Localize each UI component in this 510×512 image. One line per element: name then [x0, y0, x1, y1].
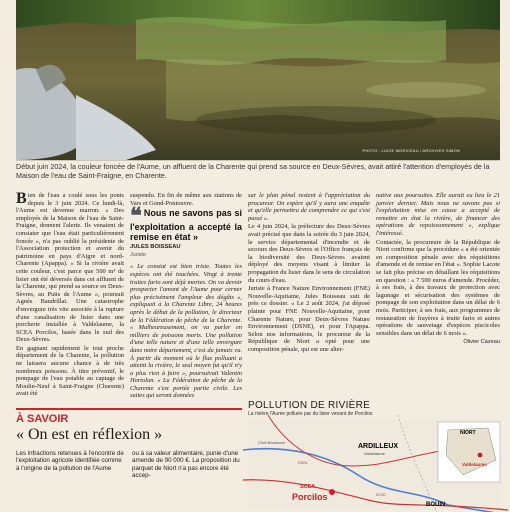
- col3-text-2: Le 4 juin 2024, la préfecture des Deux-Sèvres avait précisé que dans la soirée du 3 juin 2024, le service départemental d'incendie et de secours des Deux-Sèvres et l'Office français de la biodiversité des Deux-Sèvres avaient déployé des moyens visant à limiter la propagation du lisier dans le sens de circulation du cours d'eau.: [248, 223, 370, 284]
- porcilos-marker-icon: [329, 489, 335, 495]
- a-savoir-text-left: Les infractions retenues à l'encontre de l'exploitation agricole identifiée comme à l'origine de la pollution de l'Aume: [16, 450, 124, 472]
- a-savoir-label: À SAVOIR: [16, 413, 69, 425]
- label-niort: NIORT: [460, 430, 476, 436]
- pollution-map: [248, 400, 500, 510]
- label-bouin: BOUIN: [426, 502, 446, 508]
- label-chef-boutonne: Chef-Boutonne: [258, 440, 285, 445]
- author-signature: Olivier Cazeau: [463, 339, 500, 346]
- col1-text-2: En gagnant rapidement le tout proche département de la Charente, la pollution ne laissera aucune chance à de très nombreux poissons. À titre préventif, le pompage de l'eau potable au captage de Moulin-Neuf à Saint-Fraigne (Charente) avait été: [16, 344, 124, 398]
- a-savoir-box: [16, 408, 242, 512]
- label-road-d301: D301: [298, 460, 308, 465]
- photo-credit: PHOTO : LUCIE MORICEAU / ARCHIVES SIMON: [362, 148, 460, 153]
- label-ardilleux-sub: Valdelaume: [364, 451, 385, 456]
- label-ardilleux: ARDILLEUX: [358, 443, 399, 450]
- label-road-d740: D740: [376, 492, 386, 497]
- col4-text-1: native aux poursuites. Elle aurait eu lieu le 21 janvier dernier. Mais nous ne savons pas si l'exploitation mise en cause a accepté de remettre en état la rivière, de financer des opérations de repoissonnement », explique l'intéressé.: [376, 192, 500, 237]
- col4-text-2: Contactée, la procureure de la République de Niort confirme que la procédure « a été orientée en composition pénale avec des réquisitions d'amende et de remise en l'état ». Sophie Lacote se fait plus précise en détaillant les réquisitions en question : « 7 500 euros d'amende. Procéder, à ses frais, à des travaux de protection avec lagunage et sécurisation des systèmes de pompage de son exploitation dans un délai de 6 mois. Participer, à ses frais, aux programmes de restauration de frayères à truite fario et autres opérations de sauvetage d'espèces piscicoles sensibles dans un délai de 6 mois ».: [376, 238, 500, 337]
- a-savoir-text-right: ou à sa valeur alimentaire, punie d'une amende de 90 000 €. La proposition du parquet de Niort n'a pas encore été accep-: [132, 450, 240, 480]
- map-title: POLLUTION DE RIVIÈRE: [248, 400, 371, 411]
- label-scea: SCEA: [300, 484, 316, 490]
- a-savoir-title: « On est en réflexion »: [16, 426, 163, 443]
- valdelaume-marker-icon: [478, 453, 483, 458]
- drop-cap: B: [16, 190, 27, 207]
- label-porcilos: Porcilos: [292, 492, 328, 502]
- col2-text-1: suspendu. En fin de même aux stations de Vars et Gond-Pontouvre.: [130, 192, 242, 207]
- col2-text-2: « Le constat est bien triste. Toutes les espèces ont été touchées. Vingt à trente truites fario sont déjà mortes. On va devoir prospecter l'amont de l'Aume pour cerner plus précisément l'ampleur des dégâts », expliquait à la Charente Libre, 24 heures après le début de la pollution, le directeur de la Fédération de pêche de la Charente. « Malheureusement, on va parler en milliers de poissons morts. Une pollution d'une telle nature et d'une telle envergure dans notre département, c'est du jamais vu. À partir du moment où le flux polluant a atteint la rivière, le seul moyen fut qu'il n'y a plus rien à faire », poursuivait Valentin Hortolan. « La Fédération de pêche de la Charente s'est portée partie civile. Les suites qui seront données: [130, 263, 242, 400]
- boundary-line: [398, 415, 438, 512]
- map-area: [248, 420, 500, 510]
- pull-quote-role: Juriste: [130, 251, 146, 258]
- quote-mark-icon: ❝: [130, 203, 142, 229]
- map-subtitle: La rivière l'Aume polluée par du lisier venant de Porcilos: [248, 411, 373, 417]
- col3-text-3: Juriste à France Nature Environnement (FNE) Nouvelle-Aquitaine, Jules Boisseau suit de près ce dossier. « Le 2 août 2024, j'ai déposé plainte pour FNE Nouvelle-Aquitaine, pour Charente Nature, pour Deux-Sèvres Nature Environnement (DSNE), et pour l'Apappa. Selon nos informations, le procureur de la République de Niort a opté pour une composition pénale, qui est une alter-: [248, 285, 370, 353]
- pull-quote-author: JULES BOISSEAU: [130, 244, 181, 251]
- pull-quote-text: Nous ne savons pas si l'exploitation a accepté la remise en état »: [130, 208, 242, 242]
- label-valdelaume: Valdelaume: [462, 462, 487, 467]
- map-graphic: [248, 420, 500, 510]
- river-photo: [16, 0, 500, 161]
- pull-quote: [130, 203, 242, 259]
- road-line-2: [268, 415, 448, 466]
- article-column-4: [376, 192, 500, 392]
- article-column-1: [16, 190, 124, 398]
- photo-caption: Début juin 2024, la couleur foncée de l'Aume, un affluent de la Charente qui prend sa source en Deux-Sèvres, avait attiré l'attention d'employés de la Maison de l'eau de Saint-Fraigne, en Charente.: [16, 162, 490, 180]
- col3-text-1: sur le plan pénal restent à l'appréciation du procureur. On espère qu'il y aura une enquête et qu'elle permettra de comprendre ce qui s'est passé ».: [248, 192, 370, 222]
- article-column-2: [130, 192, 242, 432]
- river-photo-image: [16, 0, 500, 160]
- col1-text-1: ien de l'eau a coulé sous les ponts depuis le 3 juin 2024. Ce lundi-là, l'Aume est devenue marron. « Des employés de la Maison de l'eau de Saint-Fraigne, donnent l'alerte. Ils venaient de constater que l'eau était particulièrement foncée », n'a pas oublié la présidente de l'Association protection et avenir du patrimoine en pays d'Aigre et nord-Charente (Apappa). « Si la rivière avait cette couleur, c'est parce que 500 m³ de lisier ont été déversés dans cet affluent de la Charente, qui prend sa source en Deux-Sèvres, au Puits de l'Aume », poursuit Agnès Baudrillat. Une catastrophe d'envergure très vite associée à la rupture d'une canalisation de lisier dans une porcherie installée à Valdelaume, la SCEA Porcilos, basée dans le sud des Deux-Sèvres.: [16, 192, 124, 344]
- article-column-3: [248, 192, 370, 392]
